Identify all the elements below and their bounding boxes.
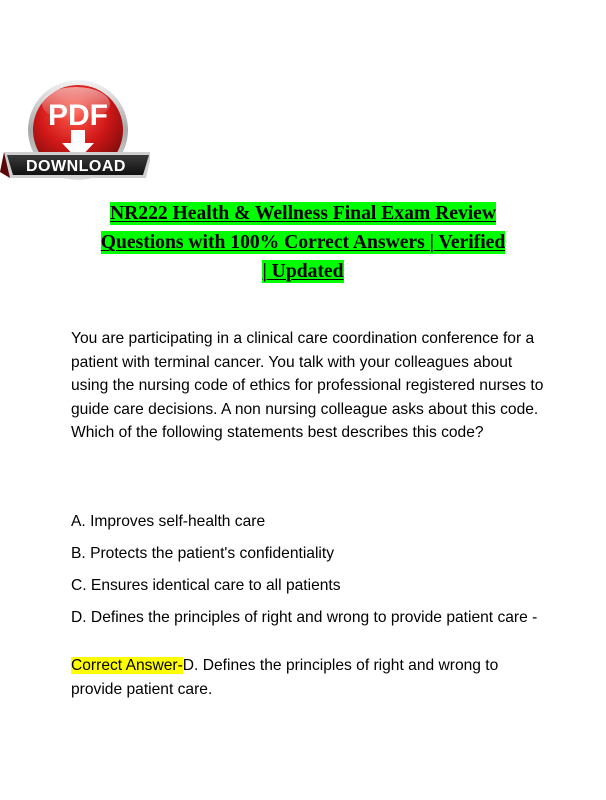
question-text: You are participating in a clinical care coordination conference for a patient with terminal cancer. You talk with your colleagues about using the nursing code of ethics for professional registered nurses to guide care decisions. A non nursing colleague asks about this code. Which of the following statements best describes this code? [71,330,544,442]
correct-answer-label: Correct Answer- [71,657,183,674]
option-b: B. Protects the patient's confidentiality [71,544,335,562]
answer-options [71,510,551,638]
title-line-1: NR222 Health & Wellness Final Exam Review [109,203,497,224]
correct-answer [71,654,551,701]
download-label: DOWNLOAD [26,158,126,175]
option-a: A. Improves self-health care [71,513,266,530]
pdf-download-icon [0,80,150,195]
pdf-label: PDF [48,99,108,132]
option-c: C. Ensures identical care to all patients [71,576,341,594]
title-line-2: Questions with 100% Correct Answers | Verified [100,232,506,253]
option-d: D. Defines the principles of right and wrong to provide patient care - [71,608,538,626]
correct-answer-text: D. Defines the principles of right and wrong to provide patient care. [71,657,499,698]
pdf-download-badge[interactable] [0,80,150,195]
title-line-3: | Updated [262,261,344,282]
page-title [60,199,546,286]
